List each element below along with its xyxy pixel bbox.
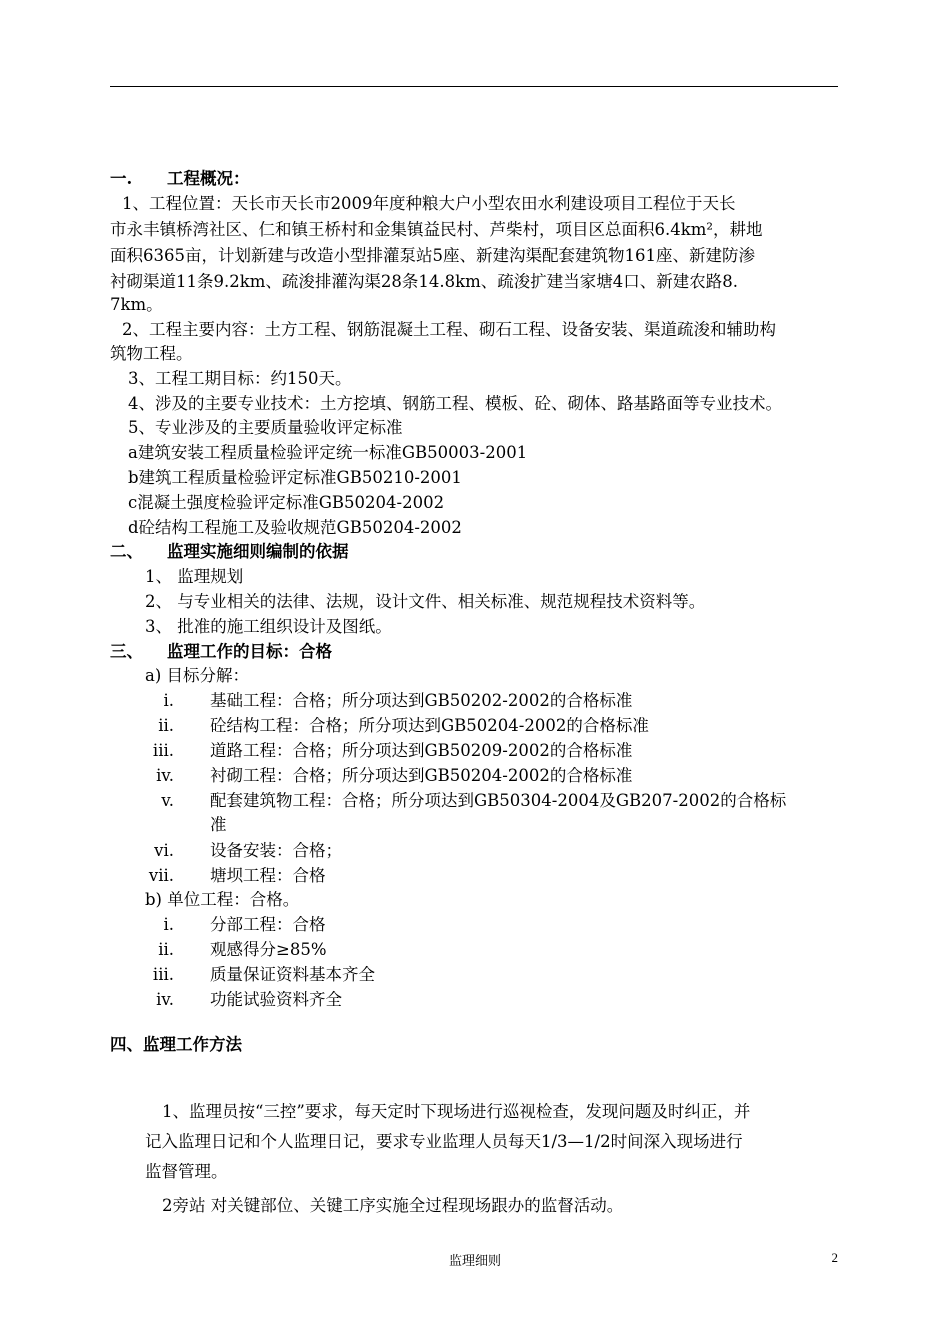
section-3-title: 监理工作的目标：合格 <box>167 642 332 661</box>
standard-b: b建筑工程质量检验评定标准GB50210-2001 <box>128 468 462 487</box>
list-item: 衬砌工程：合格；所分项达到GB50204-2002的合格标准 <box>210 766 633 785</box>
s1-p1-line1: 1、工程位置：天长市天长市2009年度种粮大户小型农田水利建设项目工程位于天长 <box>122 194 736 213</box>
list-item: 基础工程：合格；所分项达到GB50202-2002的合格标准 <box>210 691 633 710</box>
s1-p1-line5: 7km。 <box>110 295 163 314</box>
s1-p1-line2: 市永丰镇桥湾社区、仁和镇王桥村和金集镇益民村、芦柴村，项目区总面积6.4km²，耕地 <box>110 220 763 239</box>
s4-p1-line3: 监督管理。 <box>145 1162 228 1181</box>
target-breakdown-label: a) 目标分解： <box>145 666 250 685</box>
header-rule <box>110 86 838 87</box>
list-item: 设备安装：合格； <box>210 841 342 860</box>
section-2-heading: 二、 监理实施细则编制的依据 <box>110 542 349 561</box>
list-item-number: v. <box>161 791 174 810</box>
section-4-heading: 四、监理工作方法 <box>110 1035 242 1054</box>
s4-p1-line2: 记入监理日记和个人监理日记，要求专业监理人员每天1/3—1/2时间深入现场进行 <box>145 1132 743 1151</box>
list-item: 分部工程：合格 <box>210 915 326 934</box>
list-item-number: ii. <box>158 716 174 735</box>
section-1-title: 工程概况： <box>167 169 250 188</box>
s1-p2-line1: 2、工程主要内容：土方工程、钢筋混凝土工程、砌石工程、设备安装、渠道疏浚和辅助构 <box>122 320 776 339</box>
s1-p4: 4、涉及的主要专业技术：土方挖填、钢筋工程、模板、砼、砌体、路基路面等专业技术。 <box>128 394 782 413</box>
list-item: 塘坝工程：合格 <box>210 866 326 885</box>
list-item: 砼结构工程：合格；所分项达到GB50204-2002的合格标准 <box>210 716 649 735</box>
standard-a: a建筑安装工程质量检验评定统一标准GB50003-2001 <box>128 443 528 462</box>
s1-p1-line3: 面积6365亩，计划新建与改造小型排灌泵站5座、新建沟渠配套建筑物161座、新建防渗 <box>110 246 755 265</box>
unit-project-label: b) 单位工程：合格。 <box>145 890 300 909</box>
list-item-number: ii. <box>158 940 174 959</box>
list-item-number: iv. <box>156 766 174 785</box>
page-number: 2 <box>831 1250 838 1265</box>
s4-p1-line1: 1、监理员按“三控”要求，每天定时下现场进行巡视检查，发现问题及时纠正，并 <box>162 1102 751 1121</box>
standard-d: d砼结构工程施工及验收规范GB50204-2002 <box>128 518 462 537</box>
list-item: 配套建筑物工程：合格；所分项达到GB50304-2004及GB207-2002的合格标 <box>210 791 787 810</box>
list-item-number: i. <box>163 915 174 934</box>
footer-title: 监理细则 <box>448 1254 501 1269</box>
list-item: 质量保证资料基本齐全 <box>210 965 375 984</box>
section-1-heading: 一. 工程概况： <box>110 169 250 188</box>
section-3-heading: 三、 监理工作的目标：合格 <box>110 642 332 661</box>
list-item: 观感得分≥85% <box>210 940 327 959</box>
list-item: 道路工程：合格；所分项达到GB50209-2002的合格标准 <box>210 741 633 760</box>
s1-p1-line4: 衬砌渠道11条9.2km、疏浚排灌沟渠28条14.8km、疏浚扩建当家塘4口、新建农路8. <box>110 272 738 291</box>
list-item-continuation: 准 <box>210 815 227 834</box>
s1-p3: 3、工程工期目标：约150天。 <box>128 369 352 388</box>
list-item-number: iii. <box>152 741 174 760</box>
list-item-number: vi. <box>154 841 174 860</box>
list-item-number: i. <box>163 691 174 710</box>
s1-p2-line2: 筑物工程。 <box>110 344 193 363</box>
list-item-number: iii. <box>152 965 174 984</box>
basis-item-1: 1、 监理规划 <box>145 567 244 586</box>
list-item-number: vii. <box>148 866 174 885</box>
standard-c: c混凝土强度检验评定标准GB50204-2002 <box>128 493 445 512</box>
basis-item-3: 3、 批准的施工组织设计及图纸。 <box>145 617 392 636</box>
list-item-number: iv. <box>156 990 174 1009</box>
s1-p5: 5、专业涉及的主要质量验收评定标准 <box>128 418 403 437</box>
basis-item-2: 2、 与专业相关的法律、法规，设计文件、相关标准、规范规程技术资料等。 <box>145 592 706 611</box>
list-item: 功能试验资料齐全 <box>210 990 342 1009</box>
s4-p2: 2旁站 对关键部位、关键工序实施全过程现场跟办的监督活动。 <box>162 1196 624 1215</box>
section-2-title: 监理实施细则编制的依据 <box>167 542 349 561</box>
